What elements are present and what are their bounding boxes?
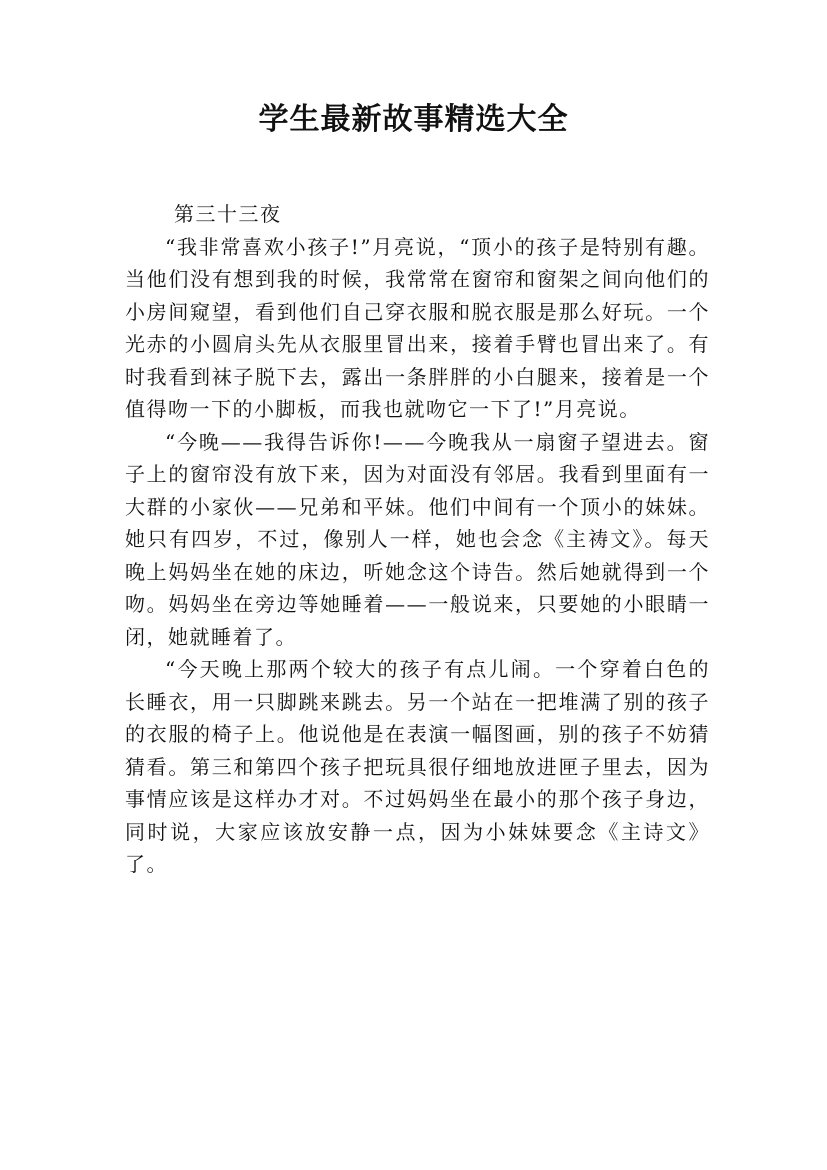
document-title: 学生最新故事精选大全: [258, 102, 569, 137]
document-body: [125, 198, 710, 881]
paragraph-2: “今晚——我得告诉你!——今晚我从一扇窗子望进去。窗子上的窗帘没有放下来，因为对面没有邻居。我看到里面有一大群的小家伙——兄弟和平妹。他们中间有一个顶小的妹妹。她只有四岁，不过，像别人一样，她也会念《主祷文》。每天晚上妈妈坐在她的床边，听她念这个诗告。然后她就得到一个吻。妈妈坐在旁边等她睡着——一般说来，只要她的小眼睛一闭，她就睡着了。: [125, 429, 710, 649]
chapter-heading: 第三十三夜: [174, 202, 282, 226]
paragraph-1: “我非常喜欢小孩子!”月亮说，“顶小的孩子是特别有趣。当他们没有想到我的时候，我常常在窗帘和窗架之间向他们的小房间窥望，看到他们自己穿衣服和脱衣服是那么好玩。一个光赤的小圆肩头先从衣服里冒出来，接着手臂也冒出来了。有时我看到袜子脱下去，露出一条胖胖的小白腿来，接着是一个值得吻一下的小脚板，而我也就吻它一下了!”月亮说。: [125, 234, 710, 421]
paragraph-3: “今天晚上那两个较大的孩子有点儿闹。一个穿着白色的长睡衣，用一只脚跳来跳去。另一个站在一把堆满了别的孩子的衣服的椅子上。他说他是在表演一幅图画，别的孩子不妨猜猜看。第三和第四个孩子把玩具很仔细地放进匣子里去，因为事情应该是这样办才对。不过妈妈坐在最小的那个孩子身边，同时说，大家应该放安静一点，因为小妹妹要念《主诗文》了。: [125, 657, 710, 876]
